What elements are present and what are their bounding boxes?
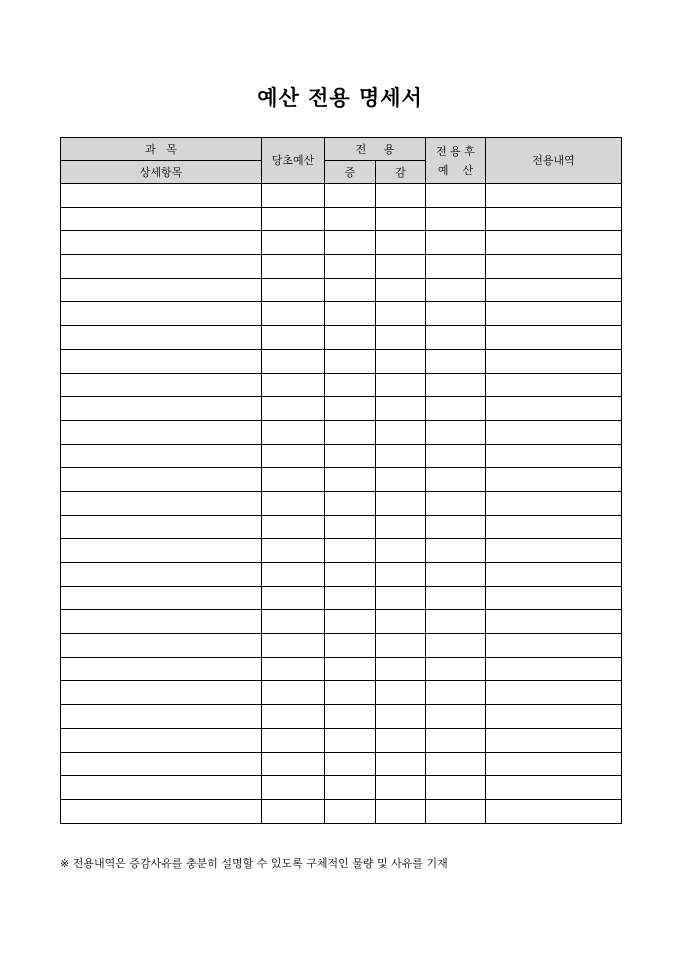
after-budget-cell[interactable] xyxy=(426,184,486,208)
table-row xyxy=(61,491,622,515)
initial-budget-cell[interactable] xyxy=(262,563,325,587)
decrease-cell[interactable] xyxy=(376,799,426,823)
detail-item-cell[interactable] xyxy=(61,634,262,658)
details-cell[interactable] xyxy=(486,515,622,539)
after-budget-cell[interactable] xyxy=(426,444,486,468)
details-cell[interactable] xyxy=(486,255,622,279)
after-budget-cell[interactable] xyxy=(426,610,486,634)
details-cell[interactable] xyxy=(486,491,622,515)
table-row xyxy=(61,349,622,373)
initial-budget-cell[interactable] xyxy=(262,752,325,776)
increase-cell[interactable] xyxy=(325,563,376,587)
initial-budget-cell[interactable] xyxy=(262,799,325,823)
details-cell[interactable] xyxy=(486,728,622,752)
after-budget-cell[interactable] xyxy=(426,302,486,326)
detail-item-cell[interactable] xyxy=(61,752,262,776)
increase-cell[interactable] xyxy=(325,420,376,444)
table-row xyxy=(61,255,622,279)
initial-budget-cell[interactable] xyxy=(262,634,325,658)
detail-item-cell[interactable] xyxy=(61,397,262,421)
initial-budget-cell[interactable] xyxy=(262,302,325,326)
decrease-cell[interactable] xyxy=(376,728,426,752)
increase-cell[interactable] xyxy=(325,705,376,729)
decrease-cell[interactable] xyxy=(376,705,426,729)
increase-cell[interactable] xyxy=(325,491,376,515)
after-budget-cell[interactable] xyxy=(426,776,486,800)
initial-budget-cell[interactable] xyxy=(262,491,325,515)
details-cell[interactable] xyxy=(486,207,622,231)
table-row xyxy=(61,586,622,610)
detail-item-header: 상세항목 xyxy=(61,161,262,184)
table-row xyxy=(61,799,622,823)
table-row xyxy=(61,752,622,776)
decrease-cell[interactable] xyxy=(376,681,426,705)
details-cell[interactable] xyxy=(486,231,622,255)
table-row xyxy=(61,326,622,350)
increase-cell[interactable] xyxy=(325,207,376,231)
page-title: 예산 전용 명세서 xyxy=(257,85,423,110)
initial-budget-cell[interactable] xyxy=(262,776,325,800)
details-cell[interactable] xyxy=(486,349,622,373)
initial-budget-cell[interactable] xyxy=(262,468,325,492)
after-budget-cell[interactable] xyxy=(426,657,486,681)
decrease-cell[interactable] xyxy=(376,539,426,563)
decrease-cell[interactable] xyxy=(376,491,426,515)
table-row xyxy=(61,657,622,681)
after-budget-cell[interactable] xyxy=(426,681,486,705)
after-budget-cell[interactable] xyxy=(426,539,486,563)
table-row xyxy=(61,681,622,705)
after-budget-cell[interactable] xyxy=(426,728,486,752)
decrease-cell[interactable] xyxy=(376,184,426,208)
details-cell[interactable] xyxy=(486,610,622,634)
details-cell[interactable] xyxy=(486,326,622,350)
decrease-cell[interactable] xyxy=(376,776,426,800)
detail-item-cell[interactable] xyxy=(61,515,262,539)
increase-header: 증 xyxy=(325,161,376,184)
details-cell[interactable] xyxy=(486,278,622,302)
decrease-cell[interactable] xyxy=(376,634,426,658)
table-row xyxy=(61,728,622,752)
increase-cell[interactable] xyxy=(325,657,376,681)
after-budget-cell[interactable] xyxy=(426,326,486,350)
detail-item-cell[interactable] xyxy=(61,468,262,492)
decrease-header: 감 xyxy=(376,161,426,184)
decrease-cell[interactable] xyxy=(376,302,426,326)
details-cell[interactable] xyxy=(486,373,622,397)
detail-item-cell[interactable] xyxy=(61,278,262,302)
detail-item-cell[interactable] xyxy=(61,610,262,634)
after-transfer-line2: 예 산 xyxy=(437,163,474,177)
after-budget-cell[interactable] xyxy=(426,255,486,279)
details-cell[interactable] xyxy=(486,539,622,563)
decrease-cell[interactable] xyxy=(376,255,426,279)
after-budget-cell[interactable] xyxy=(426,752,486,776)
table-row xyxy=(61,444,622,468)
detail-item-cell[interactable] xyxy=(61,491,262,515)
increase-cell[interactable] xyxy=(325,728,376,752)
after-budget-cell[interactable] xyxy=(426,397,486,421)
increase-cell[interactable] xyxy=(325,326,376,350)
detail-item-cell[interactable] xyxy=(61,207,262,231)
detail-item-cell[interactable] xyxy=(61,776,262,800)
initial-budget-cell[interactable] xyxy=(262,610,325,634)
increase-cell[interactable] xyxy=(325,444,376,468)
table-row xyxy=(61,397,622,421)
initial-budget-cell[interactable] xyxy=(262,326,325,350)
after-budget-cell[interactable] xyxy=(426,799,486,823)
increase-cell[interactable] xyxy=(325,278,376,302)
table-row xyxy=(61,420,622,444)
detail-item-cell[interactable] xyxy=(61,231,262,255)
detail-item-cell[interactable] xyxy=(61,728,262,752)
after-budget-cell[interactable] xyxy=(426,231,486,255)
decrease-cell[interactable] xyxy=(376,515,426,539)
after-budget-cell[interactable] xyxy=(426,705,486,729)
initial-budget-cell[interactable] xyxy=(262,349,325,373)
increase-cell[interactable] xyxy=(325,515,376,539)
initial-budget-cell[interactable] xyxy=(262,705,325,729)
details-cell[interactable] xyxy=(486,397,622,421)
decrease-cell[interactable] xyxy=(376,752,426,776)
subject-header: 과 목 xyxy=(61,138,262,161)
details-cell[interactable] xyxy=(486,634,622,658)
initial-budget-cell[interactable] xyxy=(262,231,325,255)
transfer-header: 전 용 xyxy=(325,138,426,161)
increase-cell[interactable] xyxy=(325,776,376,800)
footnote: ※ 전용내역은 증감사유를 충분히 설명할 수 있도록 구체적인 물량 및 사유를 기재 xyxy=(60,857,448,870)
detail-item-cell[interactable] xyxy=(61,799,262,823)
increase-cell[interactable] xyxy=(325,397,376,421)
initial-budget-cell[interactable] xyxy=(262,586,325,610)
detail-item-cell[interactable] xyxy=(61,657,262,681)
table-row xyxy=(61,207,622,231)
detail-item-cell[interactable] xyxy=(61,563,262,587)
table-row xyxy=(61,563,622,587)
after-budget-cell[interactable] xyxy=(426,207,486,231)
detail-item-cell[interactable] xyxy=(61,539,262,563)
after-transfer-line1: 전 용 후 xyxy=(436,144,475,158)
detail-item-cell[interactable] xyxy=(61,420,262,444)
details-cell[interactable] xyxy=(486,776,622,800)
after-budget-cell[interactable] xyxy=(426,563,486,587)
initial-budget-cell[interactable] xyxy=(262,657,325,681)
after-budget-cell[interactable] xyxy=(426,515,486,539)
decrease-cell[interactable] xyxy=(376,231,426,255)
decrease-cell[interactable] xyxy=(376,349,426,373)
initial-budget-cell[interactable] xyxy=(262,444,325,468)
increase-cell[interactable] xyxy=(325,468,376,492)
table-row xyxy=(61,468,622,492)
budget-transfer-table xyxy=(60,137,622,824)
detail-item-cell[interactable] xyxy=(61,302,262,326)
decrease-cell[interactable] xyxy=(376,326,426,350)
increase-cell[interactable] xyxy=(325,799,376,823)
initial-budget-cell[interactable] xyxy=(262,397,325,421)
decrease-cell[interactable] xyxy=(376,657,426,681)
increase-cell[interactable] xyxy=(325,752,376,776)
details-cell[interactable] xyxy=(486,681,622,705)
increase-cell[interactable] xyxy=(325,610,376,634)
table-row xyxy=(61,184,622,208)
increase-cell[interactable] xyxy=(325,302,376,326)
initial-budget-cell[interactable] xyxy=(262,207,325,231)
increase-cell[interactable] xyxy=(325,255,376,279)
initial-budget-cell[interactable] xyxy=(262,373,325,397)
details-cell[interactable] xyxy=(486,657,622,681)
detail-item-cell[interactable] xyxy=(61,705,262,729)
initial-budget-cell[interactable] xyxy=(262,728,325,752)
decrease-cell[interactable] xyxy=(376,278,426,302)
after-budget-cell[interactable] xyxy=(426,491,486,515)
table-row xyxy=(61,634,622,658)
detail-item-cell[interactable] xyxy=(61,373,262,397)
increase-cell[interactable] xyxy=(325,231,376,255)
increase-cell[interactable] xyxy=(325,681,376,705)
detail-item-cell[interactable] xyxy=(61,349,262,373)
initial-budget-cell[interactable] xyxy=(262,184,325,208)
after-budget-cell[interactable] xyxy=(426,349,486,373)
table-row xyxy=(61,278,622,302)
after-budget-cell[interactable] xyxy=(426,278,486,302)
increase-cell[interactable] xyxy=(325,184,376,208)
details-cell[interactable] xyxy=(486,705,622,729)
detail-item-cell[interactable] xyxy=(61,681,262,705)
after-budget-cell[interactable] xyxy=(426,634,486,658)
details-cell[interactable] xyxy=(486,799,622,823)
table-row xyxy=(61,373,622,397)
detail-item-cell[interactable] xyxy=(61,326,262,350)
initial-budget-cell[interactable] xyxy=(262,539,325,563)
decrease-cell[interactable] xyxy=(376,586,426,610)
table-row xyxy=(61,776,622,800)
decrease-cell[interactable] xyxy=(376,420,426,444)
header-row-1 xyxy=(61,138,622,161)
details-cell[interactable] xyxy=(486,444,622,468)
initial-budget-cell[interactable] xyxy=(262,255,325,279)
detail-item-cell[interactable] xyxy=(61,444,262,468)
decrease-cell[interactable] xyxy=(376,207,426,231)
table-row xyxy=(61,302,622,326)
detail-item-cell[interactable] xyxy=(61,586,262,610)
details-cell[interactable] xyxy=(486,586,622,610)
increase-cell[interactable] xyxy=(325,539,376,563)
decrease-cell[interactable] xyxy=(376,468,426,492)
after-transfer-budget-header xyxy=(426,138,486,184)
table-row xyxy=(61,610,622,634)
increase-cell[interactable] xyxy=(325,586,376,610)
decrease-cell[interactable] xyxy=(376,444,426,468)
table-row xyxy=(61,231,622,255)
details-cell[interactable] xyxy=(486,302,622,326)
table-row xyxy=(61,515,622,539)
increase-cell[interactable] xyxy=(325,634,376,658)
decrease-cell[interactable] xyxy=(376,563,426,587)
details-cell[interactable] xyxy=(486,184,622,208)
increase-cell[interactable] xyxy=(325,373,376,397)
details-cell[interactable] xyxy=(486,420,622,444)
after-budget-cell[interactable] xyxy=(426,468,486,492)
details-cell[interactable] xyxy=(486,752,622,776)
table-row xyxy=(61,539,622,563)
details-cell[interactable] xyxy=(486,468,622,492)
initial-budget-cell[interactable] xyxy=(262,681,325,705)
table-row xyxy=(61,705,622,729)
decrease-cell[interactable] xyxy=(376,610,426,634)
detail-item-cell[interactable] xyxy=(61,255,262,279)
after-budget-cell[interactable] xyxy=(426,373,486,397)
increase-cell[interactable] xyxy=(325,349,376,373)
initial-budget-cell[interactable] xyxy=(262,278,325,302)
details-cell[interactable] xyxy=(486,563,622,587)
detail-item-cell[interactable] xyxy=(61,184,262,208)
transfer-details-header: 전용내역 xyxy=(486,138,622,184)
decrease-cell[interactable] xyxy=(376,397,426,421)
initial-budget-header: 당초예산 xyxy=(262,138,325,184)
decrease-cell[interactable] xyxy=(376,373,426,397)
initial-budget-cell[interactable] xyxy=(262,515,325,539)
after-budget-cell[interactable] xyxy=(426,420,486,444)
after-budget-cell[interactable] xyxy=(426,586,486,610)
initial-budget-cell[interactable] xyxy=(262,420,325,444)
